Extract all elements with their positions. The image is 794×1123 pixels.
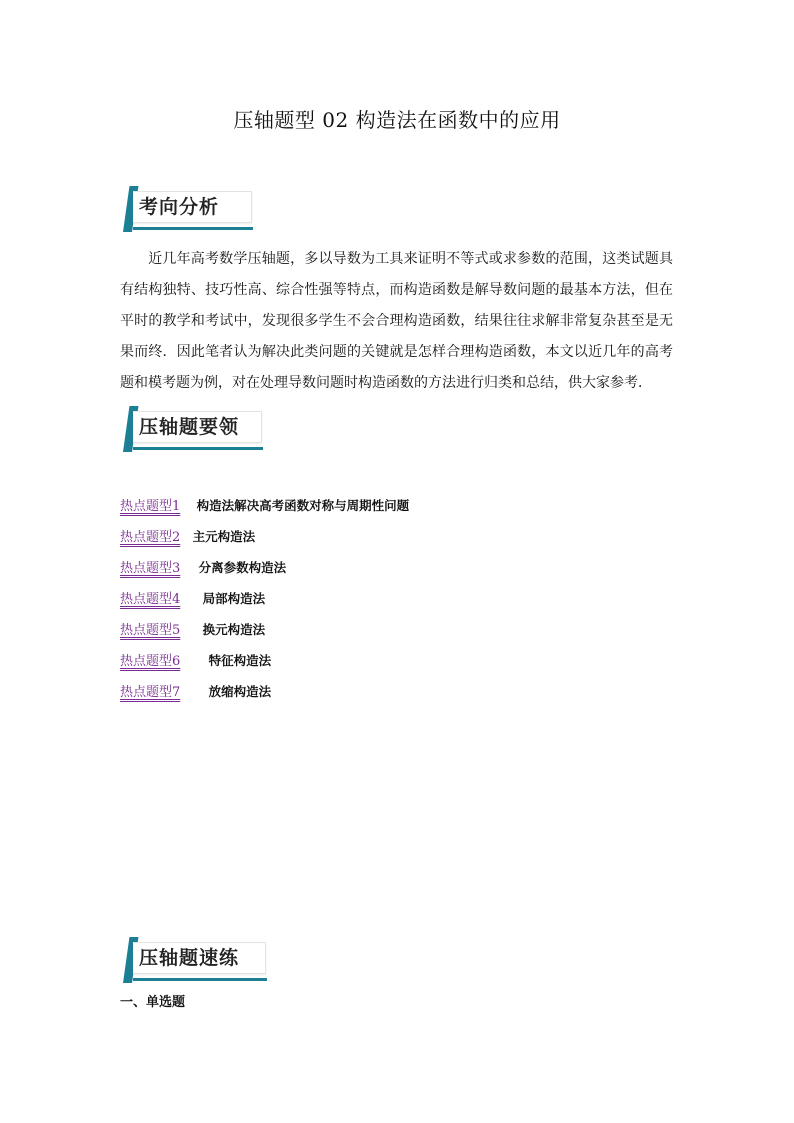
toc-item [120,526,409,557]
banner-key-points [123,406,265,452]
toc-item-title: 局部构造法 [202,591,266,606]
banner-underline [133,227,253,230]
toc-item [120,650,409,681]
banner-analysis [123,186,255,232]
toc-item-title: 分离参数构造法 [198,560,287,575]
toc-item [120,557,409,588]
banner-underline [133,978,267,981]
banner-practice [123,937,269,983]
toc-link[interactable]: 热点题型3 [120,561,181,576]
toc-item-title: 构造法解决高考函数对称与周期性问题 [196,498,410,513]
toc-item-title: 主元构造法 [192,529,256,544]
toc-link[interactable]: 热点题型4 [120,592,181,607]
toc-list [120,495,409,712]
section-heading-single-choice: 一、单选题 [120,995,186,1010]
toc-item-title: 特征构造法 [208,653,272,668]
banner-underline [133,447,263,450]
toc-item-title: 放缩构造法 [208,684,272,699]
toc-item [120,619,409,650]
banner-label: 压轴题速练 [139,947,240,969]
toc-link[interactable]: 热点题型1 [120,499,181,514]
toc-item-title: 换元构造法 [202,622,266,637]
toc-item [120,681,409,712]
intro-text: 近几年高考数学压轴题，多以导数为工具来证明不等式或求参数的范围，这类试题具有结构独特、技巧性高、综合性强等特点，而构造函数是解导数问题的最基本方法，但在平时的教学和考试中，发现很多学生不会合理构造函数，结果往往求解非常复杂甚至是无果而终．因此笔者认为解决此类问题的关键就是怎样合理构造函数，本文以近几年的高考题和模考题为例，对在处理导数问题时构造函数的方法进行归类和总结，供大家参考． [120,251,673,391]
banner-label: 考向分析 [139,196,220,218]
intro-paragraph [120,244,673,399]
toc-link[interactable]: 热点题型5 [120,623,181,638]
banner-label: 压轴题要领 [139,416,240,438]
toc-link[interactable]: 热点题型7 [120,685,181,700]
toc-link[interactable]: 热点题型2 [120,530,181,545]
document-title: 压轴题型 02 构造法在函数中的应用 [233,108,561,132]
toc-item [120,495,409,526]
toc-item [120,588,409,619]
toc-link[interactable]: 热点题型6 [120,654,181,669]
